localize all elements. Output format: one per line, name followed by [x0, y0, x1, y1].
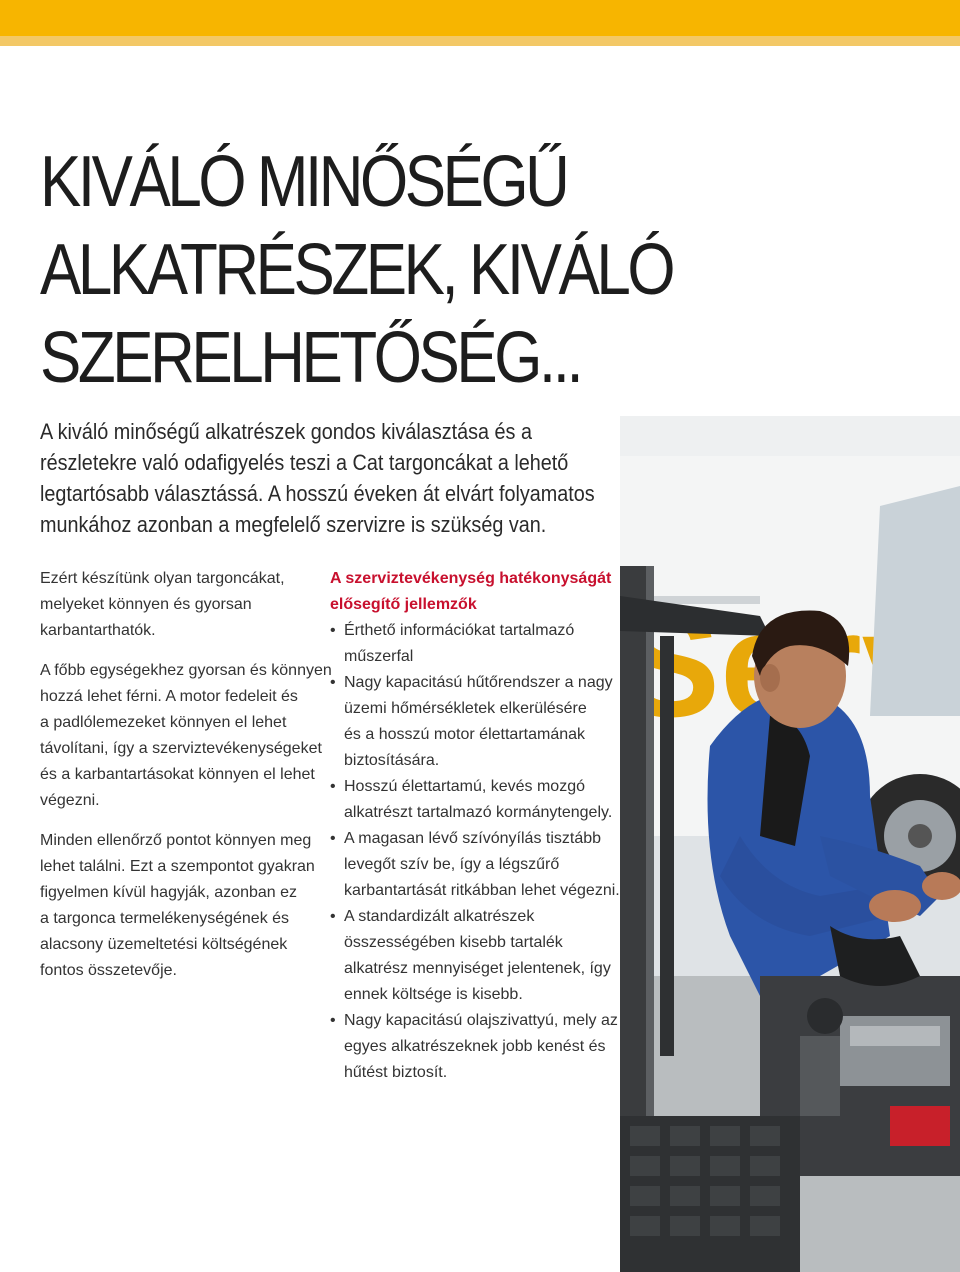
- text-line: melyeket könnyen és gyorsan: [40, 596, 252, 613]
- text-line: • A standardizált alkatrészek: [344, 908, 535, 925]
- text-line: karbantartását ritkábban lehet végezni.: [344, 882, 620, 899]
- top-brand-bar-shade: [0, 36, 960, 46]
- text-line: ennek költsége is kisebb.: [344, 986, 523, 1003]
- text-line: • Nagy kapacitású hűtőrendszer a nagy: [344, 674, 613, 691]
- features-column: [330, 566, 630, 1086]
- text-line: és a hosszú motor élettartamának: [344, 726, 586, 743]
- lead-line: részletekre való odafigyelés teszi a Cat targoncákat a lehető: [40, 450, 569, 475]
- text-line: távolítani, így a szerviztevékenységeket: [40, 740, 322, 757]
- text-line: • Nagy kapacitású olajszivattyú, mely az: [344, 1012, 618, 1029]
- lead-line: A kiváló minőségű alkatrészek gondos kiválasztása és a: [40, 419, 532, 444]
- text-line: a targonca termelékenységének és: [40, 910, 290, 927]
- text-line: • Hosszú élettartamú, kevés mozgó: [344, 778, 585, 795]
- feature-item: [330, 774, 630, 826]
- text-line: hűtést biztosít.: [344, 1064, 448, 1081]
- mechanic-illustration: [620, 416, 960, 1272]
- title-line: ALKATRÉSZEK, KIVÁLÓ: [40, 230, 673, 311]
- text-line: lehet találni. Ezt a szempontot gyakran: [40, 858, 315, 875]
- text-line: üzemi hőmérsékletek elkerülésére: [344, 700, 587, 717]
- features-heading-line: elősegítő jellemzők: [330, 596, 477, 613]
- text-line: a padlólemezeket könnyen el lehet: [40, 714, 287, 731]
- left-text-column: [40, 566, 340, 998]
- text-line: • Érthető információkat tartalmazó: [344, 622, 575, 639]
- text-line: biztosítására.: [344, 752, 440, 769]
- lead-paragraph: [40, 416, 616, 540]
- top-brand-bar: [0, 0, 960, 36]
- mechanic-photo: [620, 416, 960, 1272]
- text-line: összességében kisebb tartalék: [344, 934, 563, 951]
- text-line: alacsony üzemeltetési költségének: [40, 936, 288, 953]
- text-line: alkatrészt tartalmazó kormánytengely.: [344, 804, 613, 821]
- feature-item: [330, 670, 630, 774]
- text-line: végezni.: [40, 792, 100, 809]
- text-line: Ezért készítünk olyan targoncákat,: [40, 570, 285, 587]
- text-line: A főbb egységekhez gyorsan és könnyen: [40, 662, 332, 679]
- page-title: [40, 138, 673, 402]
- paragraph: [40, 566, 340, 644]
- text-line: fontos összetevője.: [40, 962, 177, 979]
- title-line: SZERELHETŐSÉG...: [40, 318, 581, 399]
- text-line: és a karbantartásokat könnyen el lehet: [40, 766, 315, 783]
- feature-item: [330, 826, 630, 904]
- feature-list: [330, 618, 630, 1086]
- title-line: KIVÁLÓ MINŐSÉGŰ: [40, 142, 567, 223]
- paragraph: [40, 658, 340, 814]
- text-line: karbantarthatók.: [40, 622, 156, 639]
- feature-item: [330, 904, 630, 1008]
- features-heading-line: A szerviztevékenység hatékonyságát: [330, 570, 612, 587]
- lead-line: munkához azonban a megfelelő szervizre is szükség van.: [40, 512, 547, 537]
- text-line: Minden ellenőrző pontot könnyen meg: [40, 832, 312, 849]
- feature-item: [330, 1008, 630, 1086]
- text-line: egyes alkatrészeknek jobb kenést és: [344, 1038, 606, 1055]
- text-line: alkatrész mennyiséget jelentenek, így: [344, 960, 611, 977]
- text-line: hozzá lehet férni. A motor fedeleit és: [40, 688, 298, 705]
- text-line: levegőt szív be, így a légszűrő: [344, 856, 560, 873]
- feature-item: [330, 618, 630, 670]
- text-line: figyelmen kívül hagyják, azonban ez: [40, 884, 298, 901]
- text-line: műszerfal: [344, 648, 414, 665]
- lead-line: legtartósabb választássá. A hosszú éveken át elvárt folyamatos: [40, 481, 595, 506]
- paragraph: [40, 828, 340, 984]
- text-line: • A magasan lévő szívónyílás tisztább: [344, 830, 602, 847]
